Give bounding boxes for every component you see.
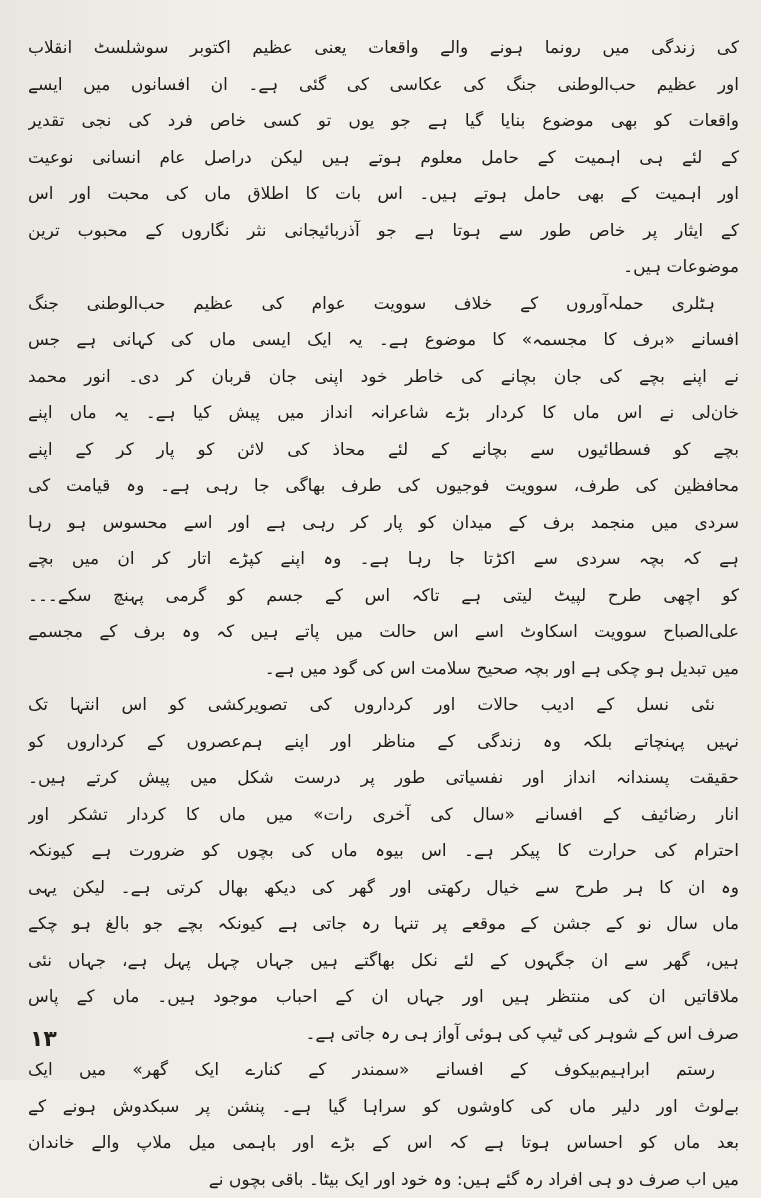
text-line: اور اہمیت کے بھی حامل ہوتے ہیں۔ اس بات کا اطلاق ماں کی محبت اور اس xyxy=(28,176,739,213)
text-line: نئی نسل کے ادیب حالات اور کرداروں کی تصویرکشی کو اس انتہا تک xyxy=(28,687,739,724)
text-line: بچے کو فسطائیوں سے بچانے کے لئے محاذ کی لائن کو پار کر کے اپنے xyxy=(28,432,739,469)
text-line: کے لئے ہی اہمیت کے حامل معلوم ہوتے ہیں لیکن دراصل عام انسانی نوعیت xyxy=(28,140,739,177)
paragraph xyxy=(28,30,739,286)
text-line: اور عظیم حب‌الوطنی جنگ کی عکاسی کی گئی ہے۔ ان افسانوں میں ایسے xyxy=(28,67,739,104)
paragraph xyxy=(28,687,739,1052)
page-body-text xyxy=(28,30,739,1198)
text-line: میں تبدیل ہو چکی ہے اور بچہ صحیح سلامت اس کی گود میں ہے۔ xyxy=(28,651,739,688)
text-line: ہیں، گھر سے ان جگہوں کے لئے نکل بھاگتے ہیں جہاں چہل پہل ہے، جہاں نئی xyxy=(28,943,739,980)
text-line: رستم ابراہیم‌بیکوف کے افسانے «سمندر کے کنارے ایک گھر» میں ایک xyxy=(28,1052,739,1089)
text-line: بےلوث اور دلیر ماں کی کاوشوں کو سراہا گیا ہے۔ پنشن پر سبکدوش ہونے کے xyxy=(28,1089,739,1126)
text-line: ماں سال نو کے جشن کے موقعے پر تنہا رہ جاتی ہے کیونکہ بچے جو بالغ ہو چکے xyxy=(28,906,739,943)
page-number: ۱۳ xyxy=(30,1027,57,1052)
text-line: نہیں پہنچاتے بلکہ وہ زندگی کے مناظر اور اپنے ہم‌عصروں کے کرداروں کو xyxy=(28,724,739,761)
text-line: کو اچھی طرح لپیٹ لیتی ہے تاکہ اس کے جسم کو گرمی پہنچ سکے۔۔۔ xyxy=(28,578,739,615)
text-line: افسانے «برف کا مجسمہ» کا موضوع ہے۔ یہ ایک ایسی ماں کی کہانی ہے جس xyxy=(28,322,739,359)
text-line: نے اپنے بچے کی جان بچانے کی خاطر خود اپنی جان قربان کر دی۔ انور محمد xyxy=(28,359,739,396)
text-line: ملاقاتیں ان کی منتظر ہیں اور جہاں ان کے احباب موجود ہیں۔ ماں کے پاس xyxy=(28,979,739,1016)
paragraph xyxy=(28,1052,739,1198)
text-line: کے ایثار پر خاص طور سے ہوتا ہے جو آذربائیجانی نثر نگاروں کے محبوب ترین xyxy=(28,213,739,250)
text-line: وہ ان کا ہر طرح سے خیال رکھتی اور گھر کی دیکھ بھال کرتی ہے۔ لیکن یہی xyxy=(28,870,739,907)
text-line: ہے کہ بچہ سردی سے اکڑتا جا رہا ہے۔ وہ اپنے کپڑے اتار کر ان میں بچے xyxy=(28,541,739,578)
text-line: واقعات کو بھی موضوع بنایا گیا ہے جو یوں تو کسی خاص فرد کی نجی تقدیر xyxy=(28,103,739,140)
text-line: حقیقت پسندانہ انداز اور نفسیاتی طور پر درست شکل میں پیش کرتے ہیں۔ xyxy=(28,760,739,797)
text-line: میں اب صرف دو ہی افراد رہ گئے ہیں: وہ خود اور ایک بیٹا۔ باقی بچوں نے xyxy=(28,1162,739,1198)
text-line: علی‌الصباح سوویت اسکاوٹ اسے اس حالت میں پاتے ہیں کہ وہ برف کے مجسمے xyxy=(28,614,739,651)
text-line: موضوعات ہیں۔ xyxy=(28,249,739,286)
text-line: بعد ماں کو احساس ہوتا ہے کہ اس کے بڑے اور باہمی میل ملاپ والے خاندان xyxy=(28,1125,739,1162)
text-line: ہٹلری حملہ‌آوروں کے خلاف سوویت عوام کی عظیم حب‌الوطنی جنگ xyxy=(28,286,739,323)
text-line: انار رضائیف کے افسانے «سال کی آخری رات» میں ماں کا کردار تشکر اور xyxy=(28,797,739,834)
text-line: محافظین کی طرف، سوویت فوجیوں کی طرف بھاگی جا رہی ہے۔ وہ قیامت کی xyxy=(28,468,739,505)
text-line: صرف اس کے شوہر کی ٹیپ کی ہوئی آواز ہی رہ جاتی ہے۔ xyxy=(28,1016,739,1053)
text-line: کی زندگی میں رونما ہونے والے واقعات یعنی عظیم اکتوبر سوشلسٹ انقلاب xyxy=(28,30,739,67)
paragraph xyxy=(28,286,739,688)
text-line: خان‌لی نے اس ماں کا کردار بڑے شاعرانہ انداز میں پیش کیا ہے۔ یہ ماں اپنے xyxy=(28,395,739,432)
text-line: سردی میں منجمد برف کے میدان کو پار کر رہی ہے اور اسے محسوس ہو رہا xyxy=(28,505,739,542)
text-line: احترام کی حرارت کا پیکر ہے۔ اس بیوہ ماں کی بچوں کو ضرورت ہے کیونکہ xyxy=(28,833,739,870)
